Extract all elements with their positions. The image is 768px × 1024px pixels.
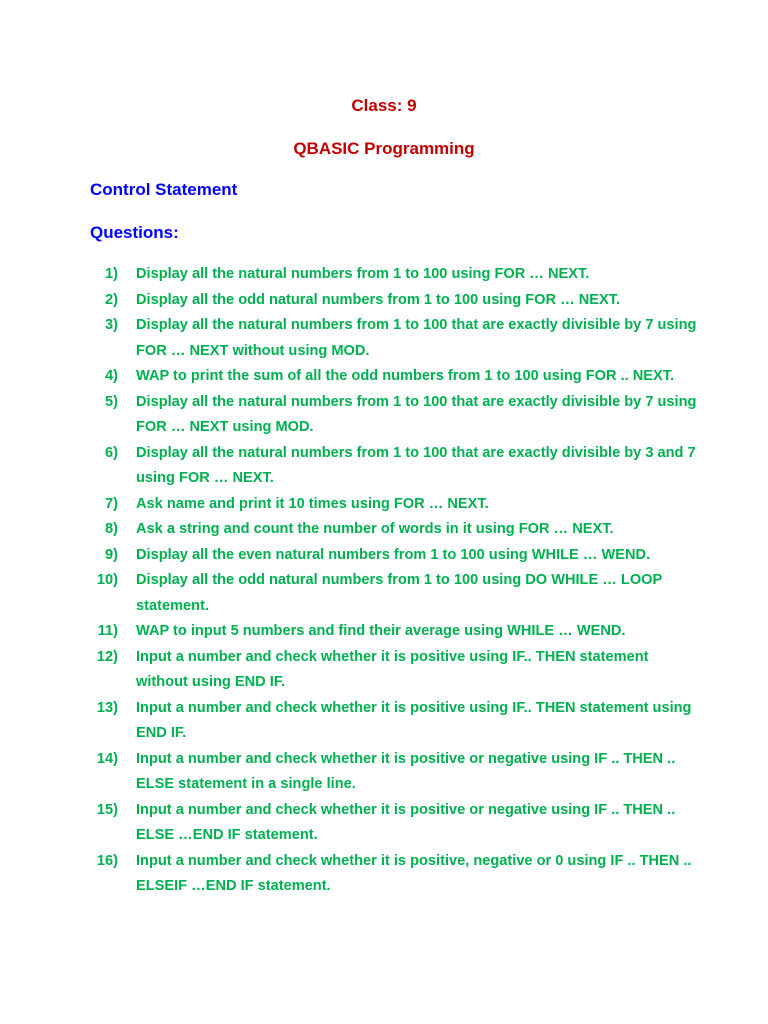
question-item: [90, 313, 700, 364]
question-text: Ask a string and count the number of words in it using FOR … NEXT.: [136, 521, 614, 537]
question-number: 12): [96, 648, 118, 665]
question-text: Display all the natural numbers from 1 to 100 using FOR … NEXT.: [136, 266, 590, 282]
question-item: [90, 645, 700, 696]
question-number: 9): [105, 546, 118, 563]
question-item: [90, 390, 700, 441]
question-text: Ask name and print it 10 times using FOR … NEXT.: [136, 495, 489, 512]
questions-heading: Questions:: [90, 223, 179, 242]
question-text: Input a number and check whether it is positive, negative or 0 using IF .. THEN .. ELSEIF …END IF statement.: [136, 852, 692, 894]
question-item: [90, 364, 700, 390]
question-item: [90, 798, 700, 849]
question-number: 10): [96, 572, 118, 588]
question-text: Display all the natural numbers from 1 to 100 that are exactly divisible by 3 and 7 using FOR … NEXT.: [136, 444, 696, 486]
question-text: Display all the odd natural numbers from 1 to 100 using FOR … NEXT.: [136, 291, 621, 308]
question-text: WAP to input 5 numbers and find their average using WHILE … WEND.: [136, 623, 626, 639]
question-text: Input a number and check whether it is positive using IF.. THEN statement using END IF.: [136, 699, 692, 741]
question-item: [90, 492, 700, 518]
question-item: [90, 517, 700, 543]
question-item: [90, 619, 700, 645]
question-number: 5): [105, 393, 118, 410]
question-text: Display all the odd natural numbers from 1 to 100 using DO WHILE … LOOP statement.: [136, 572, 662, 614]
topic-heading: Control Statement: [90, 180, 238, 199]
question-text: Input a number and check whether it is positive or negative using IF .. THEN .. ELSE …END IF statement.: [136, 801, 676, 843]
question-item: [90, 849, 700, 900]
question-number: 6): [105, 444, 118, 461]
question-number: 3): [105, 317, 118, 333]
question-number: 8): [105, 521, 118, 537]
subject-title: QBASIC Programming: [293, 139, 475, 158]
question-text: WAP to print the sum of all the odd numbers from 1 to 100 using FOR .. NEXT.: [136, 368, 675, 384]
question-text: Display all the natural numbers from 1 to 100 that are exactly divisible by 7 using FOR … NEXT without using MOD.: [136, 317, 697, 359]
question-number: 2): [105, 291, 118, 308]
question-item: [90, 262, 700, 288]
question-text: Display all the even natural numbers from 1 to 100 using WHILE … WEND.: [136, 546, 651, 563]
question-number: 14): [96, 750, 118, 767]
question-text: Input a number and check whether it is positive or negative using IF .. THEN .. ELSE statement in a single line.: [136, 750, 676, 792]
question-item: [90, 696, 700, 747]
question-number: 4): [105, 368, 118, 384]
question-item: [90, 747, 700, 798]
question-item: [90, 441, 700, 492]
question-text: Display all the natural numbers from 1 to 100 that are exactly divisible by 7 using FOR … NEXT using MOD.: [136, 393, 697, 435]
question-number: 16): [96, 852, 118, 869]
question-item: [90, 288, 700, 314]
question-item: [90, 543, 700, 569]
question-item: [90, 568, 700, 619]
question-number: 1): [105, 266, 118, 282]
question-number: 15): [96, 801, 118, 818]
class-title: Class: 9: [351, 96, 417, 115]
question-number: 13): [96, 699, 118, 716]
question-text: Input a number and check whether it is positive using IF.. THEN statement without using END IF.: [136, 648, 649, 690]
question-number: 7): [105, 495, 118, 512]
question-number: 11): [97, 623, 118, 639]
question-list: [90, 262, 700, 900]
